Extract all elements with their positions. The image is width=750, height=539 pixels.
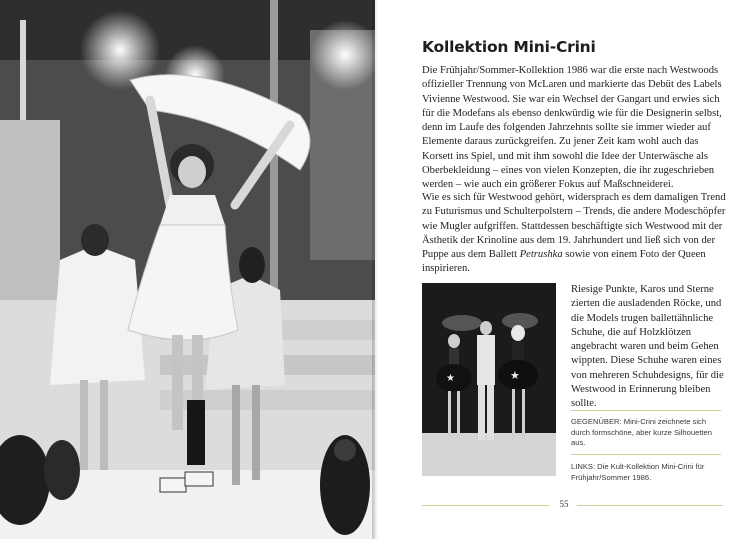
article-title: Kollektion Mini-Crini xyxy=(422,38,596,56)
ballet-title: Petrushka xyxy=(519,249,563,261)
caption-left: LINKS: Die Kult-Kollektion Mini-Crini für Frühjahr/Sommer 1986. xyxy=(571,462,705,482)
page-number: 55 xyxy=(559,499,569,509)
article-paragraph-2-start: Wie es sich für Westwood gehört, widersprach es dem damaligen Trend zu Futurismus und Schulterpolstern – Trends, die andere Modeschöpfer wie Mugler aufgriffen. Stattdessen beschäftigte sich Westwood mit der Ästhetik der Krinoline aus dem 19. Jahrhundert und ließ sich von der Puppe aus dem Ballett xyxy=(422,192,726,261)
footer-rule-right xyxy=(577,505,723,506)
article-paragraph-2 xyxy=(422,191,730,277)
inset-runway-photo-illustration xyxy=(422,283,556,476)
caption-opposite: GEGENÜBER: Mini-Crini zeichnete sich durch formschöne, aber kurze Silhouetten aus. xyxy=(571,417,712,447)
article-paragraph-1: Die Frühjahr/Sommer-Kollektion 1986 war die erste nach Westwoods offizieller Trennung von McLaren und markierte das Debüt des Labels Vivienne Westwood. Sie war ein Wechsel der Gangart und erwies sich für die Modefans als ebenso denkwürdig wie für die Designerin selbst, denn im Laufe des folgenden Jahrzehnts sollte sie immer wieder auf Elemente daraus zurückgreifen. Zu jener Zeit kam wohl auch das Korsett ins Spiel, und mit ihm sowohl die Idee der Unterwäsche als Oberbekleidung – eines von vielen Konzepten, die ihr zugeschrieben werden – wie auch ein größerer Fokus auf Maßschneiderei. xyxy=(422,65,722,191)
side-paragraph: Riesige Punkte, Karos und Sterne zierten die ausladenden Röcke, und die Models trugen ballettähnliche Schuhe, die auf Holzklötzen angebracht waren und beim Gehen wippten. Diese Schuhe waren eines von mehreren Schuhdesigns, für die Westwood in Erinnerung bleiben sollte. xyxy=(571,284,724,410)
svg-text:★: ★ xyxy=(446,373,455,384)
article-paragraph-2-end: sowie von einem Foto der Queen inspirieren. xyxy=(422,249,706,275)
footer-rule-left xyxy=(422,505,549,506)
text-page xyxy=(375,0,750,539)
caption-divider-middle xyxy=(571,454,721,455)
caption-divider-top xyxy=(571,410,721,411)
svg-text:★: ★ xyxy=(510,369,520,382)
inset-runway-photo xyxy=(422,283,556,476)
